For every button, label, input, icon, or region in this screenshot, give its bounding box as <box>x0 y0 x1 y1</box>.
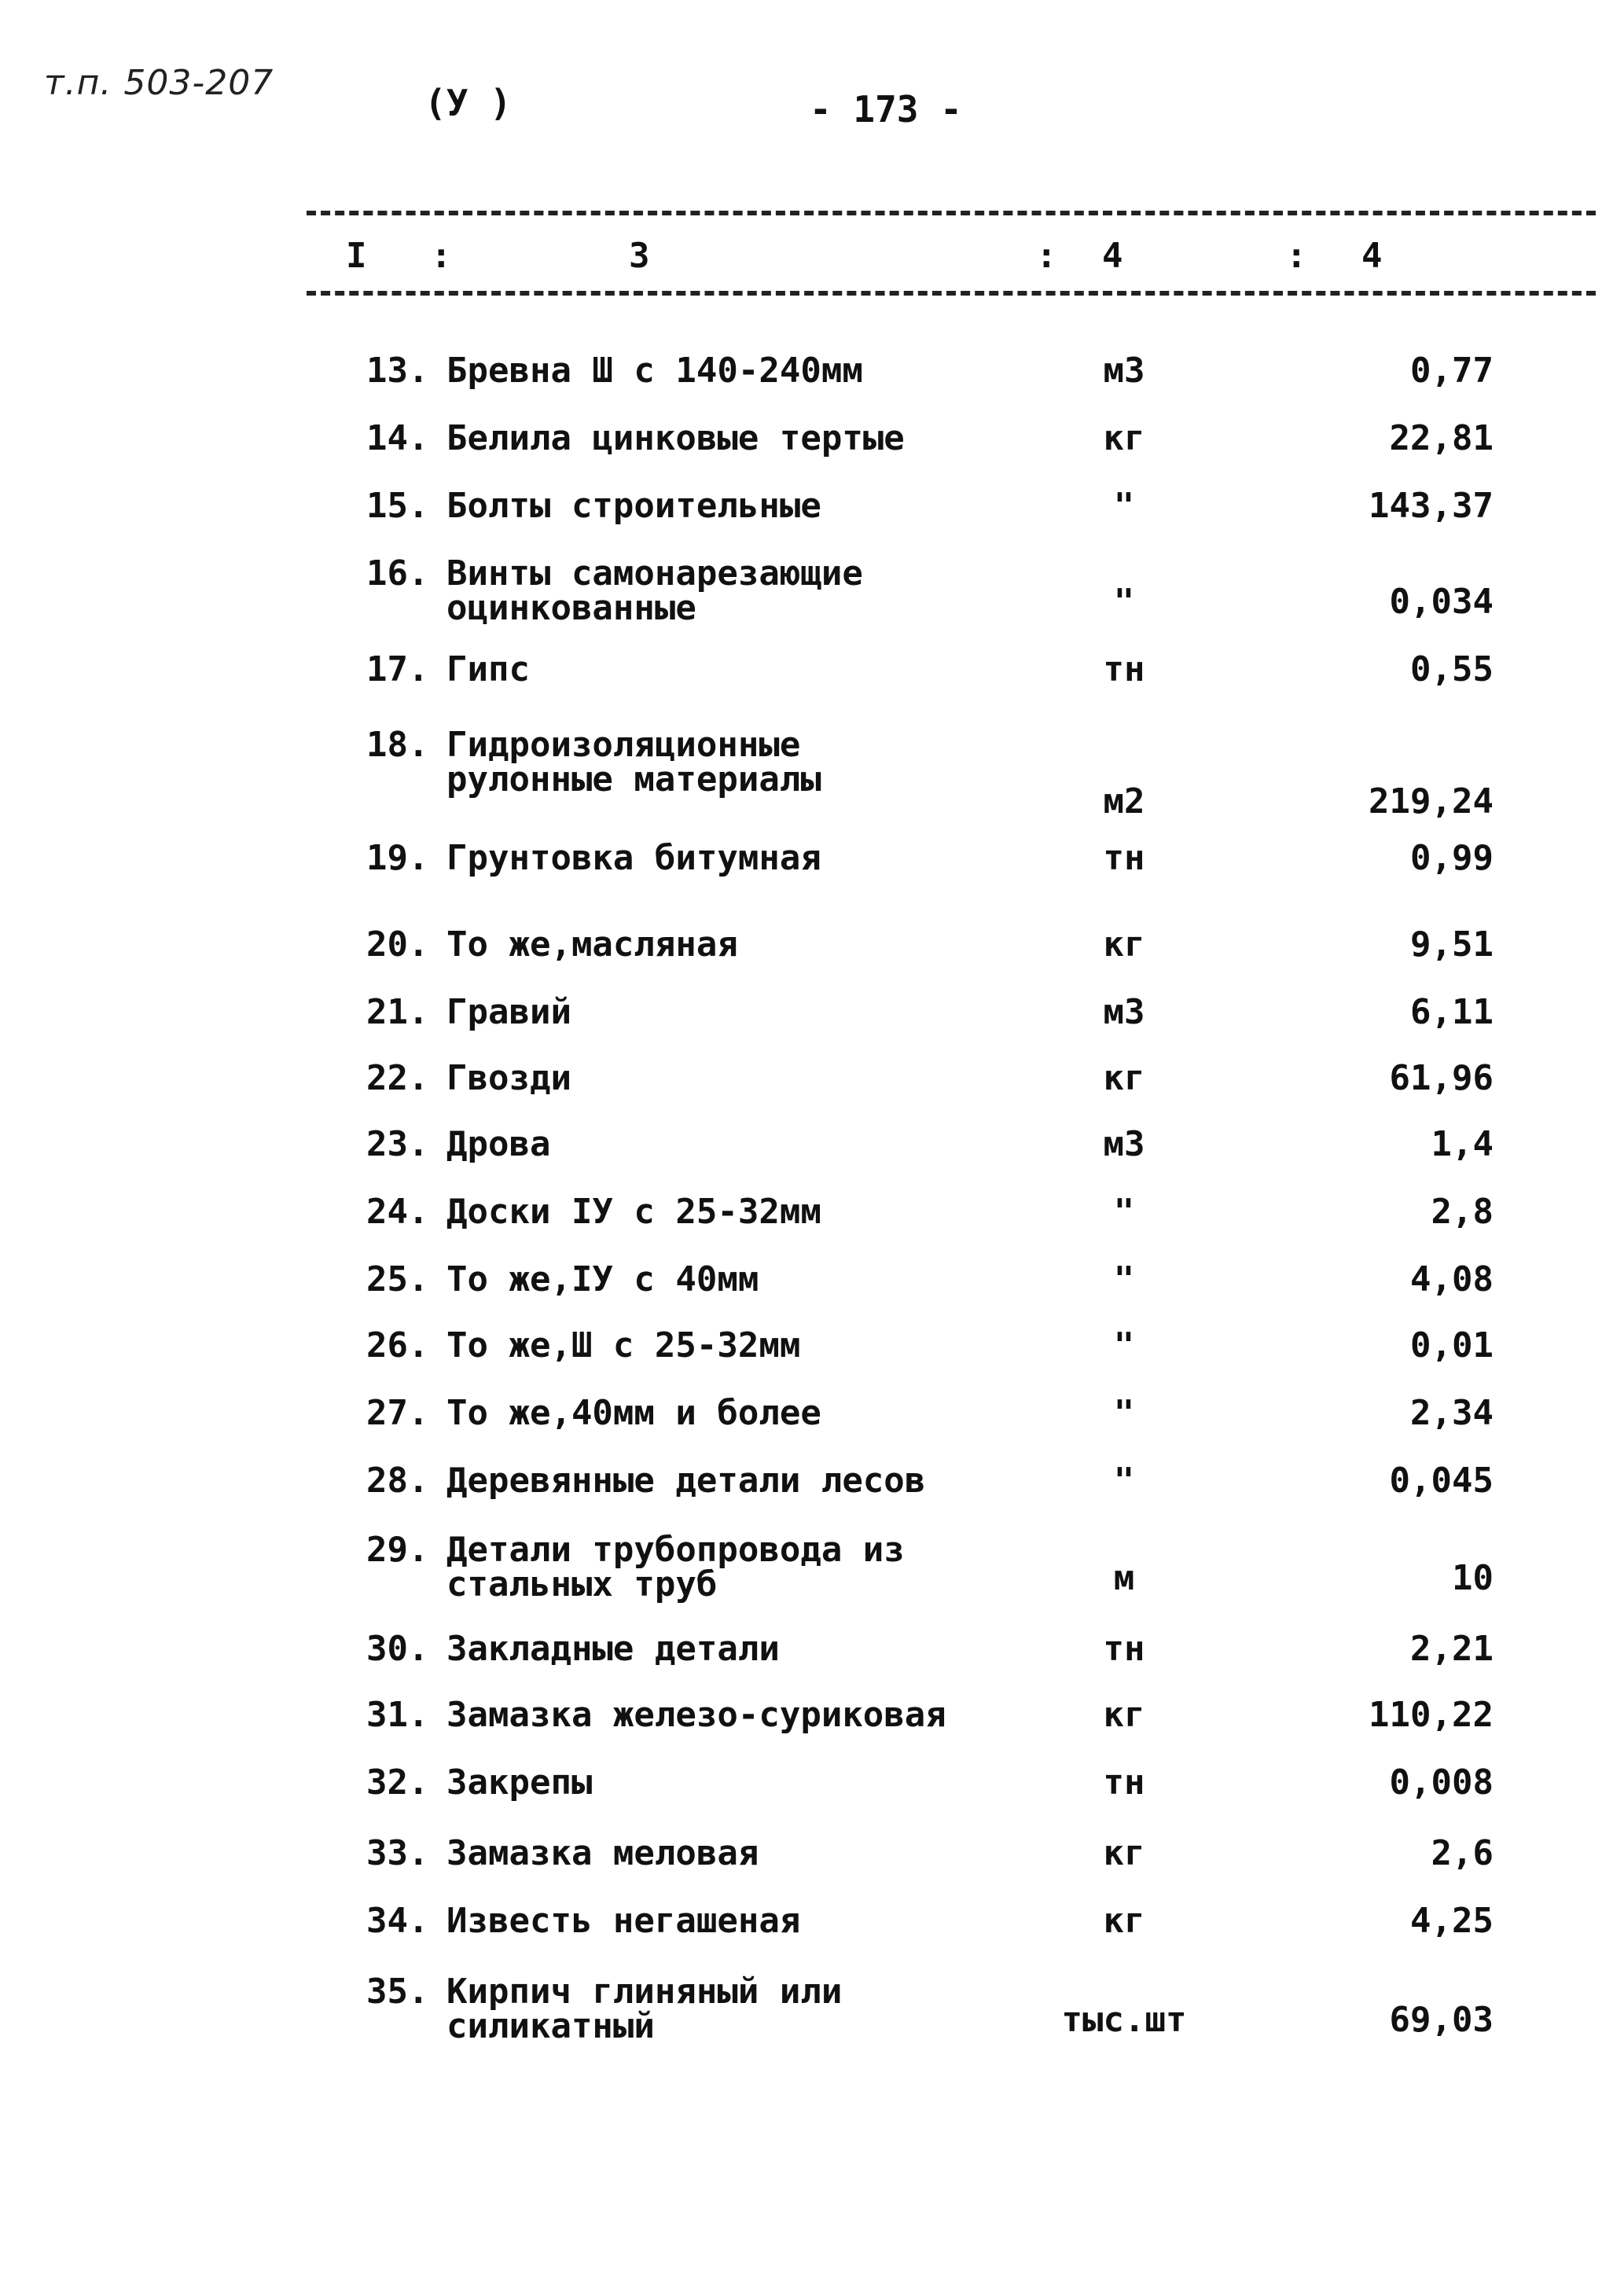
quantity-value: 0,008 <box>1389 1762 1494 1803</box>
quantity-value: 2,8 <box>1431 1192 1494 1232</box>
unit-of-measure: " <box>1113 1461 1135 1501</box>
quantity-value: 2,34 <box>1410 1393 1494 1433</box>
document-code: т.п. 503-207 <box>44 63 274 103</box>
unit-of-measure: м3 <box>1103 1124 1145 1164</box>
row-number: 13. <box>366 351 429 391</box>
material-name: Болты строительные <box>446 486 821 526</box>
page-number: - 173 - <box>810 88 962 130</box>
quantity-value: 0,034 <box>1389 582 1494 622</box>
material-name: То же,IУ с 40мм <box>446 1259 759 1299</box>
material-name: Закладные детали <box>446 1629 780 1669</box>
material-name: То же,40мм и более <box>446 1393 821 1433</box>
unit-of-measure: " <box>1113 1192 1135 1232</box>
unit-of-measure: тн <box>1103 838 1145 878</box>
quantity-value: 4,25 <box>1410 1901 1494 1941</box>
quantity-value: 2,6 <box>1431 1833 1494 1873</box>
row-number: 30. <box>366 1629 429 1669</box>
material-name: Гидроизоляционные рулонные материалы <box>446 725 821 799</box>
unit-of-measure: тн <box>1103 649 1145 689</box>
unit-of-measure: кг <box>1103 924 1145 965</box>
material-name: Доски IУ с 25-32мм <box>446 1192 821 1232</box>
material-name: Деревянные детали лесов <box>446 1461 926 1501</box>
table-header <box>0 236 1624 283</box>
quantity-value: 0,99 <box>1410 838 1494 878</box>
material-name: Винты самонарезающие оцинкованные <box>446 553 863 628</box>
unit-of-measure: " <box>1113 1259 1135 1299</box>
quantity-value: 219,24 <box>1369 781 1494 821</box>
row-number: 33. <box>366 1833 429 1873</box>
material-name: Гвозди <box>446 1058 571 1098</box>
material-name: Известь негашеная <box>446 1901 801 1941</box>
unit-of-measure: кг <box>1103 418 1145 458</box>
row-number: 24. <box>366 1192 429 1232</box>
row-number: 34. <box>366 1901 429 1941</box>
material-name: Детали трубопровода из стальных труб <box>446 1530 905 1604</box>
unit-of-measure: м3 <box>1103 351 1145 391</box>
row-number: 26. <box>366 1325 429 1365</box>
row-number: 14. <box>366 418 429 458</box>
unit-of-measure: " <box>1113 486 1135 526</box>
row-number: 27. <box>366 1393 429 1433</box>
quantity-value: 1,4 <box>1431 1124 1494 1164</box>
row-number: 35. <box>366 1972 429 2012</box>
unit-of-measure: м3 <box>1103 992 1145 1032</box>
quantity-value: 10 <box>1452 1558 1494 1598</box>
quantity-value: 110,22 <box>1369 1695 1494 1735</box>
material-name: То же,Ш с 25-32мм <box>446 1325 801 1365</box>
row-number: 16. <box>366 553 429 594</box>
material-name: Гипс <box>446 649 530 689</box>
quantity-value: 0,55 <box>1410 649 1494 689</box>
column-separator: : <box>1036 236 1057 276</box>
table-header-rule <box>307 291 1596 296</box>
column-header-4-qty: 4 <box>1361 236 1383 276</box>
unit-of-measure: кг <box>1103 1901 1145 1941</box>
material-name: Закрепы <box>446 1762 593 1803</box>
unit-of-measure: кг <box>1103 1695 1145 1735</box>
quantity-value: 0,045 <box>1389 1461 1494 1501</box>
row-number: 25. <box>366 1259 429 1299</box>
row-number: 28. <box>366 1461 429 1501</box>
row-number: 18. <box>366 725 429 765</box>
row-number: 22. <box>366 1058 429 1098</box>
part-mark: (У ) <box>424 82 512 124</box>
material-name: Дрова <box>446 1124 551 1164</box>
row-number: 19. <box>366 838 429 878</box>
unit-of-measure: м <box>1113 1558 1135 1598</box>
column-separator: : <box>431 236 452 276</box>
quantity-value: 6,11 <box>1410 992 1494 1032</box>
unit-of-measure: " <box>1113 1325 1135 1365</box>
unit-of-measure: кг <box>1103 1833 1145 1873</box>
unit-of-measure: тн <box>1103 1629 1145 1669</box>
row-number: 23. <box>366 1124 429 1164</box>
unit-of-measure: " <box>1113 1393 1135 1433</box>
quantity-value: 0,77 <box>1410 351 1494 391</box>
row-number: 21. <box>366 992 429 1032</box>
material-name: Гравий <box>446 992 571 1032</box>
column-header-4-unit: 4 <box>1102 236 1123 276</box>
column-header-1: I <box>346 236 367 276</box>
quantity-value: 22,81 <box>1389 418 1494 458</box>
quantity-value: 0,01 <box>1410 1325 1494 1365</box>
material-name: То же,масляная <box>446 924 738 965</box>
column-header-3: 3 <box>629 236 650 276</box>
row-number: 32. <box>366 1762 429 1803</box>
material-name: Замазка железо-суриковая <box>446 1695 946 1735</box>
material-name: Замазка меловая <box>446 1833 759 1873</box>
table-top-rule <box>307 211 1596 215</box>
material-name: Грунтовка битумная <box>446 838 821 878</box>
row-number: 31. <box>366 1695 429 1735</box>
unit-of-measure: кг <box>1103 1058 1145 1098</box>
quantity-value: 4,08 <box>1410 1259 1494 1299</box>
quantity-value: 2,21 <box>1410 1629 1494 1669</box>
row-number: 17. <box>366 649 429 689</box>
quantity-value: 143,37 <box>1369 486 1494 526</box>
unit-of-measure: тыс.шт <box>1061 2000 1187 2040</box>
material-name: Белила цинковые тертые <box>446 418 905 458</box>
quantity-value: 61,96 <box>1389 1058 1494 1098</box>
quantity-value: 69,03 <box>1389 2000 1494 2040</box>
row-number: 29. <box>366 1530 429 1570</box>
material-name: Кирпич глиняный или силикатный <box>446 1972 843 2046</box>
unit-of-measure: м2 <box>1103 781 1145 821</box>
column-separator: : <box>1286 236 1307 276</box>
unit-of-measure: тн <box>1103 1762 1145 1803</box>
unit-of-measure: " <box>1113 582 1135 622</box>
row-number: 20. <box>366 924 429 965</box>
material-name: Бревна Ш с 140-240мм <box>446 351 863 391</box>
quantity-value: 9,51 <box>1410 924 1494 965</box>
row-number: 15. <box>366 486 429 526</box>
